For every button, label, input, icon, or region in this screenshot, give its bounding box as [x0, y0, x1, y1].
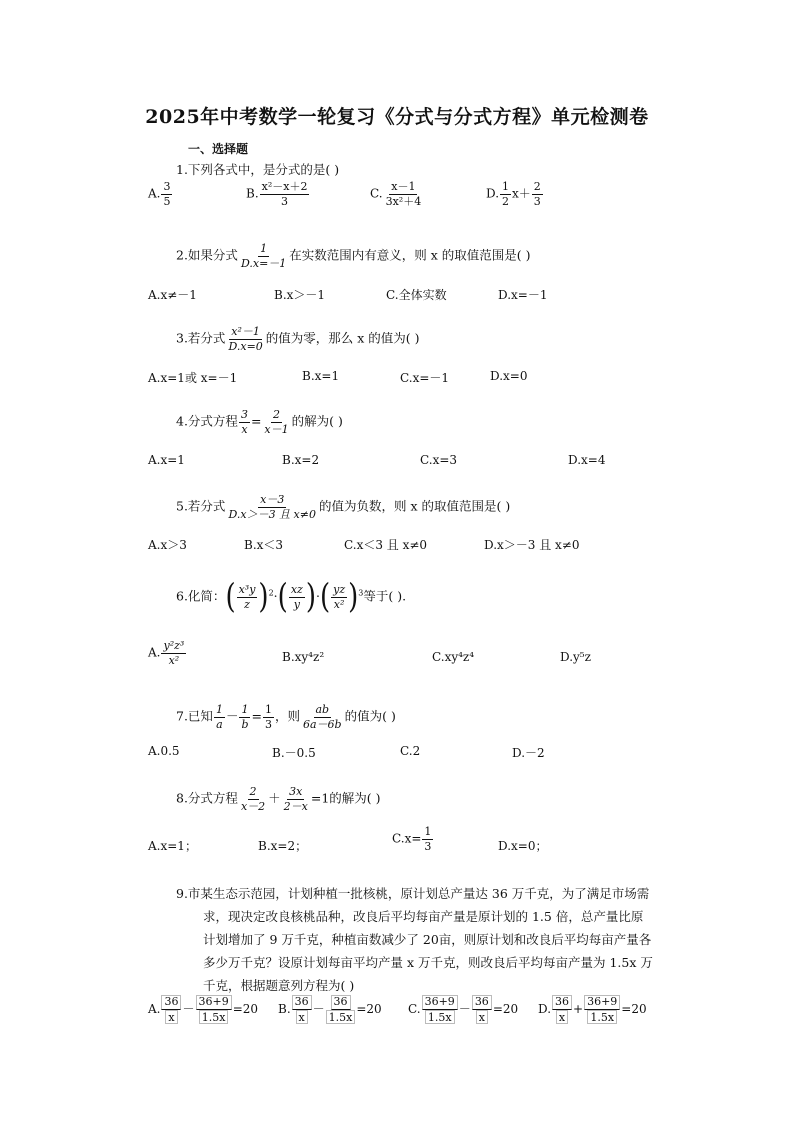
- question-8-option-b: B.x=2；: [258, 839, 308, 853]
- question-3-option-c: C.x=－1: [400, 371, 450, 385]
- question-4-option-d: D.x=4: [568, 453, 606, 467]
- question-5-option-d: D.x＞－3 且 x≠0: [484, 538, 580, 552]
- question-6-option-b: B.xy⁴z²: [282, 650, 325, 664]
- question-9-line-1: 9.市某生态示范园，计划种植一批核桃，原计划总产量达 36 万千克，为了满足市场需: [176, 886, 650, 901]
- question-8-option-c: C.x= $\frac{1}{3}$: [392, 825, 432, 853]
- question-6-stem: 6.化简：( $\frac{\text{x³y}}{z}$ )$^2$·( $\frac{xz}{y}$ )·( $\frac{yz}{\text{x²}}$ )$^3$等于( ).: [176, 577, 407, 617]
- question-2-option-d: D.x=－1: [498, 288, 548, 302]
- question-5-option-b: B.x＜3: [244, 538, 284, 552]
- question-9-option-d: D. $\frac{36}{x}$ + $\frac{36+9}{1.5x}$ =20: [538, 995, 647, 1024]
- question-7-option-a: A.0.5: [148, 744, 180, 758]
- question-9-line-4: 多少万千克？设原计划每亩平均产量 x 万千克，则改良后平均每亩产量为 1.5x 万: [203, 955, 653, 970]
- question-9-line-5: 千克，根据题意列方程为( ): [203, 978, 355, 993]
- question-5-stem: 5.若分式 $\frac{x-3}{\text{D.x＞－3 且 x≠0}}$ 的值为负数，则 x 的取值范围是( ): [176, 493, 511, 521]
- question-1-option-c: C. $\frac{x-1}{\text{3x²＋4}}$: [370, 180, 422, 208]
- question-9-option-b: B. $\frac{36}{x}$ － $\frac{36}{1.5x}$ =20: [278, 995, 382, 1024]
- page-title: 2025年中考数学一轮复习《分式与分式方程》单元检测卷: [145, 106, 649, 128]
- question-1-option-b: B. $\frac{\text{x²－x＋2}}{3}$: [246, 180, 308, 208]
- question-8-stem: 8.分式方程 $\frac{2}{x-2}$ ＋ $\frac{3x}{2-x}$ =1的解为( ): [176, 785, 381, 813]
- section-heading: 一、选择题: [188, 142, 249, 156]
- question-4-option-c: C.x=3: [420, 453, 458, 467]
- question-8-option-a: A.x=1；: [148, 839, 197, 853]
- question-5-option-a: A.x＞3: [148, 538, 187, 552]
- question-2-stem: 2.如果分式 $\frac{1}{D.x=-1}$ 在实数范围内有意义，则 x 的取值范围是( ): [176, 242, 531, 270]
- question-1-option-a: A. $\frac{3}{5}$: [148, 180, 171, 208]
- question-4-stem: 4.分式方程 $\frac{3}{x}$ = $\frac{2}{x-1}$ 的解为( ): [176, 408, 343, 436]
- question-6-option-d: D.y⁵z: [560, 650, 591, 664]
- question-9-option-a: A. $\frac{36}{x}$ － $\frac{36+9}{1.5x}$ =20: [148, 995, 259, 1024]
- question-3-option-a: A.x=1或 x=－1: [148, 371, 238, 385]
- question-7-option-b: B.－0.5: [272, 746, 316, 760]
- question-6-option-c: C.xy⁴z⁴: [432, 650, 475, 664]
- question-8-option-d: D.x=0；: [498, 839, 548, 853]
- question-3-stem: 3.若分式 $\frac{\text{x²－1}}{D.x=0}$ 的值为零，那么 x 的值为( ): [176, 325, 420, 353]
- question-7-option-c: C.2: [400, 744, 421, 758]
- question-2-option-b: B.x＞－1: [274, 288, 326, 302]
- question-1-option-d: D. $\frac{1}{2}$ x＋ $\frac{2}{3}$: [486, 180, 541, 208]
- question-7-stem: 7.已知 $\frac{1}{a}$ － $\frac{1}{b}$ = $\frac{1}{3}$ ，则 $\frac{ab}{6a-6b}$ 的值为( ): [176, 703, 396, 731]
- question-9-line-2: 求，现决定改良核桃品种，改良后平均每亩产量是原计划的 1.5 倍，总产量比原: [203, 909, 644, 924]
- question-2-option-c: C.全体实数: [386, 288, 447, 302]
- question-4-option-a: A.x=1: [148, 453, 185, 467]
- question-4-option-b: B.x=2: [282, 453, 320, 467]
- question-3-option-d: D.x=0: [490, 369, 528, 383]
- question-6-option-a: A. $\frac{\text{y²z³}}{\text{x²}}$: [148, 639, 185, 667]
- question-5-option-c: C.x＜3 且 x≠0: [344, 538, 428, 552]
- question-7-option-d: D.－2: [512, 746, 545, 760]
- question-9-line-3: 计划增加了 9 万千克，种植亩数减少了 20亩，则原计划和改良后平均每亩产量各: [203, 932, 652, 947]
- question-2-option-a: A.x≠－1: [148, 288, 197, 302]
- question-9-option-c: C. $\frac{36+9}{1.5x}$ － $\frac{36}{x}$ =20: [408, 995, 519, 1024]
- question-1-stem: 1.下列各式中，是分式的是( ): [176, 162, 340, 177]
- question-3-option-b: B.x=1: [302, 369, 340, 383]
